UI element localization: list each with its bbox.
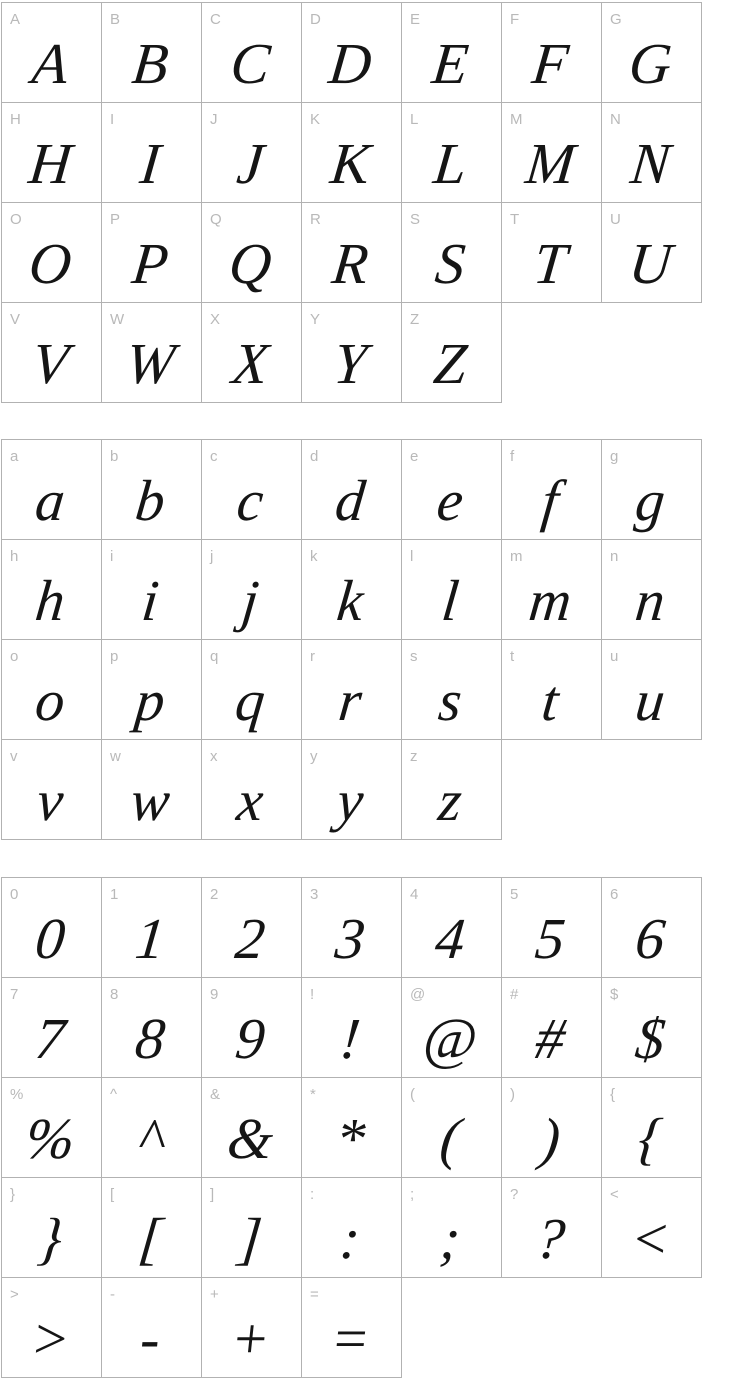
glyph-cell [301,1177,402,1278]
cell-label: z [410,748,418,765]
cell-glyph: x [234,767,267,833]
glyph-cell [301,102,402,203]
cell-glyph: k [334,567,367,633]
glyph-cell [101,539,202,640]
cell-label: % [10,1086,24,1103]
glyph-cell [601,539,702,640]
cell-label: c [210,448,218,465]
cell-label: T [510,211,520,228]
glyph-cell [1,2,102,103]
cell-label: ? [510,1186,519,1203]
cell-label: - [110,1286,115,1303]
cell-glyph: g [632,467,669,533]
digits-symbols-table [1,877,740,1377]
cell-label: M [510,111,523,128]
cell-glyph: R [329,230,372,296]
cell-glyph: Z [430,330,470,396]
cell-glyph: a [32,467,69,533]
cell-glyph: X [229,330,272,396]
glyph-cell [501,202,602,303]
glyph-cell [101,977,202,1078]
glyph-cell [1,539,102,640]
glyph-cell [301,2,402,103]
cell-glyph: = [327,1305,374,1371]
cell-label: A [10,11,21,28]
cell-glyph: d [332,467,369,533]
glyph-cell [1,739,102,840]
cell-glyph: C [227,30,274,96]
cell-label: 8 [110,986,119,1003]
cell-glyph: E [429,30,472,96]
glyph-cell [501,102,602,203]
glyph-cell [1,977,102,1078]
glyph-cell [301,1277,402,1378]
cell-label: 3 [310,886,319,903]
charmap-row [1,739,740,839]
glyph-cell [501,539,602,640]
cell-glyph: f [538,467,562,533]
cell-label: ] [210,1186,215,1203]
cell-label: v [10,748,18,765]
cell-glyph: t [538,667,562,733]
glyph-cell [201,877,302,978]
cell-label: [ [110,1186,115,1203]
cell-glyph: l [438,567,462,633]
cell-label: f [510,448,515,465]
cell-label: n [610,548,619,565]
glyph-cell [301,439,402,540]
cell-glyph: D [326,30,375,96]
glyph-cell [201,2,302,103]
glyph-cell [401,539,502,640]
cell-glyph: F [529,30,572,96]
cell-glyph: I [137,130,164,196]
glyph-cell [601,877,702,978]
cell-glyph: ] [235,1205,266,1271]
charmap-row [1,1277,740,1377]
glyph-cell [201,439,302,540]
cell-label: C [210,11,221,28]
cell-label: U [610,211,621,228]
glyph-cell [401,2,502,103]
cell-label: Q [210,211,222,228]
glyph-cell [201,302,302,403]
glyph-cell [101,302,202,403]
cell-glyph: 4 [432,905,469,971]
cell-label: E [410,11,421,28]
charmap-row [1,639,740,739]
glyph-cell [401,877,502,978]
cell-glyph: H [26,130,75,196]
glyph-cell [1,102,102,203]
cell-label: q [210,648,219,665]
charmap-row [1,2,740,102]
glyph-cell [501,1077,602,1178]
cell-glyph: % [22,1105,78,1171]
cell-label: s [410,648,418,665]
glyph-cell [301,977,402,1078]
cell-glyph: y [334,767,367,833]
glyph-cell [101,1277,202,1378]
charmap-row [1,1177,740,1277]
cell-glyph: L [430,130,470,196]
cell-glyph: Q [226,230,275,296]
glyph-cell [201,1277,302,1378]
cell-label: j [210,548,214,565]
glyph-cell [201,202,302,303]
cell-label: < [610,1186,619,1203]
cell-glyph: ^ [134,1105,167,1171]
cell-glyph: ; [437,1205,464,1271]
cell-glyph: - [137,1305,164,1371]
cell-label: b [110,448,119,465]
cell-label: 1 [110,886,119,903]
cell-glyph: q [232,667,269,733]
charmap-row [1,977,740,1077]
cell-glyph: b [132,467,169,533]
cell-glyph: [ [135,1205,166,1271]
cell-label: l [410,548,414,565]
cell-label: Y [310,311,321,328]
cell-glyph: > [27,1305,74,1371]
glyph-cell [101,2,202,103]
cell-glyph: 8 [132,1005,169,1071]
glyph-cell [501,639,602,740]
cell-glyph: p [132,667,169,733]
glyph-cell [401,1177,502,1278]
glyph-cell [201,1077,302,1178]
cell-glyph: U [626,230,675,296]
cell-label: a [10,448,19,465]
cell-glyph: $ [632,1005,669,1071]
cell-glyph: T [530,230,570,296]
cell-label: ! [310,986,315,1003]
cell-label: ) [510,1086,515,1103]
cell-label: K [310,111,321,128]
cell-glyph: 3 [332,905,369,971]
cell-glyph: u [632,667,669,733]
glyph-cell [301,302,402,403]
cell-label: { [610,1086,616,1103]
glyph-cell [301,877,402,978]
cell-label: h [10,548,19,565]
cell-glyph: 1 [132,905,169,971]
cell-label: w [110,748,121,765]
cell-glyph: V [29,330,72,396]
glyph-cell [301,739,402,840]
glyph-cell [301,539,402,640]
glyph-cell [1,1077,102,1178]
glyph-cell [301,1077,402,1178]
cell-glyph: w [127,767,174,833]
glyph-cell [101,439,202,540]
cell-glyph: 9 [232,1005,269,1071]
cell-label: > [10,1286,19,1303]
cell-glyph: n [632,567,669,633]
glyph-cell [401,302,502,403]
cell-glyph: O [26,230,75,296]
cell-label: o [10,648,19,665]
glyph-cell [401,1077,502,1178]
cell-glyph: i [138,567,162,633]
cell-label: t [510,648,515,665]
cell-glyph: r [335,667,366,733]
cell-label: I [110,111,115,128]
cell-glyph: * [332,1105,369,1171]
cell-glyph: 7 [32,1005,69,1071]
cell-glyph: + [227,1305,274,1371]
cell-label: 2 [210,886,219,903]
cell-label: u [610,648,619,665]
glyph-cell [1,877,102,978]
cell-label: ( [410,1086,415,1103]
glyph-cell [1,302,102,403]
cell-glyph: h [32,567,69,633]
glyph-cell [1,1277,102,1378]
cell-glyph: e [434,467,467,533]
lowercase-table [1,439,740,839]
cell-glyph: ) [537,1105,564,1171]
glyph-cell [201,1177,302,1278]
glyph-cell [601,977,702,1078]
cell-label: # [510,986,519,1003]
glyph-cell [301,639,402,740]
glyph-cell [1,1177,102,1278]
cell-label: N [610,111,621,128]
cell-label: e [410,448,419,465]
cell-glyph: @ [420,1005,481,1071]
charmap-row [1,877,740,977]
cell-label: P [110,211,121,228]
glyph-cell [101,639,202,740]
cell-glyph: < [627,1205,674,1271]
glyph-cell [201,977,302,1078]
glyph-cell [401,977,502,1078]
charmap-row [1,302,740,402]
cell-label: O [10,211,22,228]
cell-label: J [210,111,218,128]
cell-glyph: { [635,1105,666,1171]
cell-label: } [10,1186,16,1203]
cell-label: d [310,448,319,465]
cell-glyph: Y [330,330,370,396]
uppercase-table [1,2,740,402]
cell-glyph: B [129,30,172,96]
cell-label: V [10,311,21,328]
cell-label: S [410,211,421,228]
glyph-cell [601,2,702,103]
glyph-cell [101,102,202,203]
cell-label: 4 [410,886,419,903]
glyph-cell [601,1077,702,1178]
charmap-row [1,1077,740,1177]
cell-glyph: P [129,230,172,296]
cell-label: H [10,111,21,128]
glyph-cell [101,739,202,840]
cell-glyph: 0 [32,905,69,971]
glyph-cell [401,639,502,740]
cell-glyph: z [435,767,466,833]
cell-glyph: A [29,30,72,96]
cell-glyph: 6 [632,905,669,971]
glyph-cell [601,1177,702,1278]
cell-glyph: 2 [232,905,269,971]
cell-label: i [110,548,114,565]
cell-label: : [310,1186,315,1203]
cell-glyph: ? [532,1205,569,1271]
cell-label: g [610,448,619,465]
cell-label: r [310,648,315,665]
cell-glyph: } [35,1205,66,1271]
cell-glyph: G [626,30,675,96]
cell-glyph: : [337,1205,364,1271]
cell-label: = [310,1286,319,1303]
glyph-cell [1,439,102,540]
glyph-cell [601,202,702,303]
glyph-cell [401,102,502,203]
cell-glyph: J [234,130,267,196]
cell-glyph: # [532,1005,569,1071]
glyph-cell [201,739,302,840]
cell-glyph: 5 [532,905,569,971]
glyph-cell [501,877,602,978]
cell-label: G [610,11,622,28]
cell-label: @ [410,986,426,1003]
cell-glyph: & [224,1105,277,1171]
cell-label: 6 [610,886,619,903]
glyph-cell [1,202,102,303]
cell-label: D [310,11,321,28]
charmap-row [1,102,740,202]
glyph-cell [201,102,302,203]
cell-label: W [110,311,125,328]
glyph-cell [301,202,402,303]
cell-label: ^ [110,1086,118,1103]
glyph-cell [401,739,502,840]
glyph-cell [501,439,602,540]
glyph-cell [201,639,302,740]
cell-label: & [210,1086,221,1103]
cell-glyph: v [34,767,67,833]
cell-label: B [110,11,121,28]
glyph-cell [201,539,302,640]
glyph-cell [401,439,502,540]
cell-label: m [510,548,523,565]
cell-label: p [110,648,119,665]
charmap-row [1,539,740,639]
charmap-row [1,439,740,539]
cell-label: x [210,748,218,765]
glyph-cell [401,202,502,303]
cell-glyph: ! [337,1005,364,1071]
cell-label: ; [410,1186,415,1203]
cell-label: Z [410,311,420,328]
cell-glyph: S [432,230,469,296]
cell-glyph: j [238,567,262,633]
cell-glyph: m [526,567,575,633]
cell-glyph: c [234,467,267,533]
cell-label: $ [610,986,619,1003]
cell-label: + [210,1286,219,1303]
glyph-cell [601,102,702,203]
cell-label: k [310,548,318,565]
cell-label: 0 [10,886,19,903]
glyph-cell [101,202,202,303]
cell-label: F [510,11,520,28]
glyph-cell [501,1177,602,1278]
charmap-row [1,202,740,302]
cell-glyph: N [627,130,674,196]
glyph-cell [101,1177,202,1278]
cell-label: 7 [10,986,19,1003]
cell-glyph: W [122,330,178,396]
glyph-cell [501,977,602,1078]
glyph-cell [601,439,702,540]
cell-label: R [310,211,321,228]
cell-label: L [410,111,419,128]
cell-label: y [310,748,318,765]
cell-label: 9 [210,986,219,1003]
glyph-cell [1,639,102,740]
glyph-cell [501,2,602,103]
cell-label: * [310,1086,316,1103]
cell-glyph: K [327,130,374,196]
cell-label: X [210,311,221,328]
cell-glyph: o [32,667,69,733]
cell-glyph: ( [437,1105,464,1171]
cell-label: 5 [510,886,519,903]
cell-glyph: s [435,667,466,733]
glyph-cell [101,1077,202,1178]
cell-glyph: M [522,130,578,196]
glyph-cell [101,877,202,978]
glyph-cell [601,639,702,740]
